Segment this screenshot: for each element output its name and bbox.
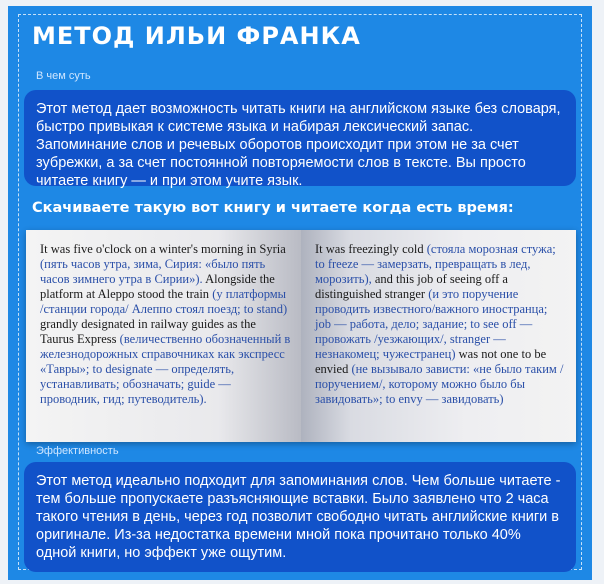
book-subheading: Скачиваете такую вот книгу и читаете когда есть время: <box>32 200 514 216</box>
page-title: МЕТОД ИЛЬИ ФРАНКА <box>32 22 361 50</box>
translation-text: (и это поручение проводить известного/важного иностранца; job — работа, дело; задание; to see off — провожать /уезжающих/, stranger — незнакомец; чужестранец) <box>315 287 548 361</box>
translation-text: (не вызывало зависти: «не было таким /поручением/, которому можно было бы завидовать»; to envy — завидовать) <box>315 362 564 406</box>
book-page-right <box>301 230 576 442</box>
infographic-poster <box>8 6 592 580</box>
translation-text: (пять часов утра, зима, Сирия: «было пять часов зимнего утра в Сирии»). <box>40 257 266 286</box>
section-label-efficiency: Эффективность <box>36 445 119 457</box>
original-text: grandly designated in railway guides as the Taurus Express <box>40 317 256 346</box>
book-page-left <box>26 230 301 442</box>
essence-panel: Этот метод дает возможность читать книги на английском языке без словаря, быстро привыкая к системе языка и набирая лексический запас. Запоминание слов и речевых оборотов происходит при этом не за счет зубрежки, а за счет постоянной повторяемости слов в тексте. Вы просто читаете книгу — и при этом учите язык. <box>24 90 576 186</box>
book-sample <box>26 230 576 442</box>
section-label-essence: В чем суть <box>36 70 91 82</box>
original-text: was not one to be envied <box>315 347 547 376</box>
original-text: and this job of seeing off a distinguished stranger <box>315 272 508 301</box>
translation-text: (величественно обозначенный в железнодорожных справочниках как экспресс «Тавры»; to designate — определять, устанавливать; обозначать; guide — проводник, гид; путеводитель). <box>40 332 291 406</box>
original-text: It was freezingly cold <box>315 242 427 256</box>
original-text: It was five o'clock on a winter's morning in Syria <box>40 242 286 256</box>
translation-text: (стояла морозная стужа; to freeze — замерзать, превращать в лед, морозить), <box>315 242 556 286</box>
original-text: Alongside the platform at Aleppo stood the train <box>40 272 275 301</box>
efficiency-panel: Этот метод идеально подходит для запоминания слов. Чем больше читаете - тем больше пропускаете разъясняющие вставки. Было заявлено что 2 часа такого чтения в день, через год позволит свободно читать английские книги в оригинале. Из-за недостатка времени мной пока прочитано только 40% одной книги, но эффект уже ощутим. <box>24 462 576 572</box>
translation-text: (у платформы /станции города/ Алеппо стоял поезд; to stand) <box>40 287 288 316</box>
